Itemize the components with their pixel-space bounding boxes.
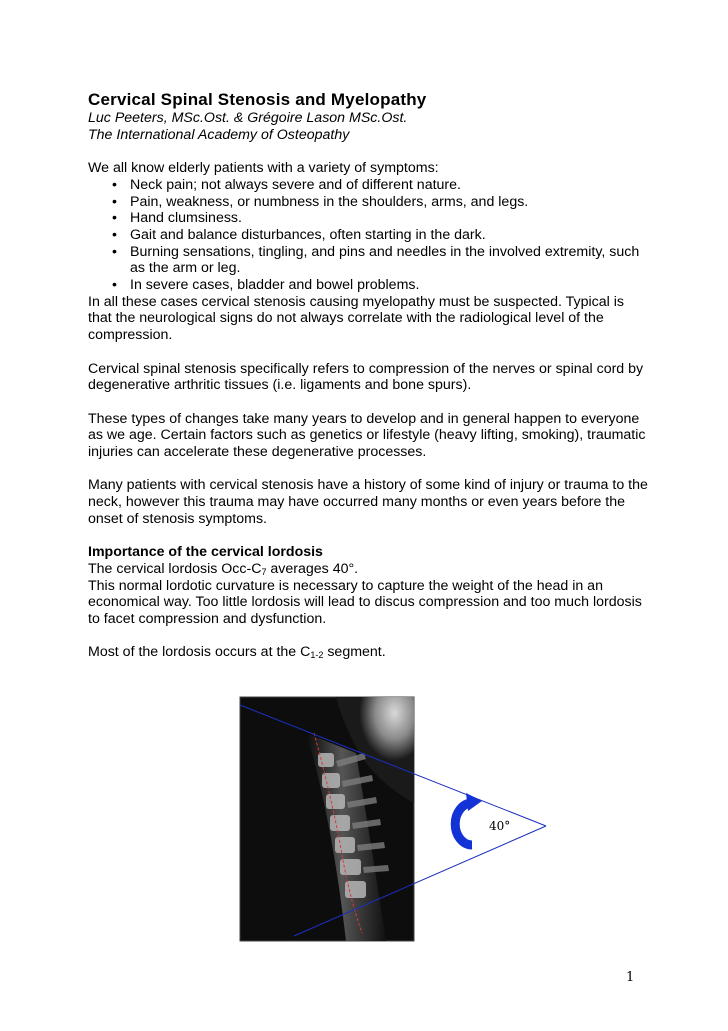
page-number: 1 (626, 970, 635, 985)
affiliation: The International Academy of Osteopathy (88, 126, 350, 143)
bullet-icon: • (112, 226, 117, 243)
bullet-icon: • (112, 210, 117, 227)
list-item: • Pain, weakness, or numbness in the shoulders, arms, and legs. (112, 193, 529, 210)
bullet-icon: • (112, 176, 117, 193)
rotation-arrow-icon (455, 793, 482, 845)
symptom-list (88, 177, 648, 294)
xray-figure (236, 693, 551, 945)
list-item: • Hand clumsiness. (112, 210, 242, 227)
angle-label: 40° (489, 819, 511, 833)
list-item: • Neck pain; not always severe and of different nature. (112, 176, 461, 193)
bullet-icon: • (112, 193, 117, 210)
trauma-paragraph: Many patients with cervical stenosis have a history of some kind of injury or trauma to the neck, however this trauma may have occurred many months or even years before the onset of stenosis symptoms. (88, 477, 648, 527)
list-item: • Gait and balance disturbances, often starting in the dark. (112, 226, 486, 243)
document-title: Cervical Spinal Stenosis and Myelopathy (88, 90, 427, 109)
list-item: • In severe cases, bladder and bowel problems. (112, 277, 420, 294)
bullet-icon: • (112, 277, 117, 294)
lordosis-average: The cervical lordosis Occ-$C_7$ averages 40°. (88, 560, 359, 577)
definition-paragraph: Cervical spinal stenosis specifically refers to compression of the nerves or spinal cord by degenerative arthritic tissues (i.e. ligaments and bone spurs). (88, 360, 644, 394)
curvature-paragraph: This normal lordotic curvature is necessary to capture the weight of the head in an economical way. Too little lordosis will lead to discus compression and too much lordosis to facet compression and dysfunction. (88, 577, 642, 628)
intro-paragraph: We all know elderly patients with a variety of symptoms: (88, 160, 439, 177)
bullet-icon: • (112, 243, 117, 260)
segment-paragraph: Most of the lordosis occurs at the $C_{1-2}$ segment. (88, 644, 386, 661)
xray-image (240, 697, 414, 941)
section-heading: Importance of the cervical lordosis (88, 544, 323, 561)
development-paragraph: These types of changes take many years to develop and in general happen to everyone as we age. Certain factors such as genetics or lifestyle (heavy lifting, smoking), traumatic injuries can accelerate these degenerative processes. (88, 410, 646, 461)
list-item: • Burning sensations, tingling, and pins and needles in the involved extremity, such as the arm or leg. (112, 243, 640, 277)
document-body (88, 90, 648, 661)
suspect-paragraph: In all these cases cervical stenosis causing myelopathy must be suspected. Typical is that the neurological signs do not always correlate with the radiological level of the compression. (88, 293, 624, 344)
authors: Luc Peeters, MSc.Ost. & Grégoire Lason MSc.Ost. (88, 110, 408, 126)
xray-diagram (236, 693, 551, 945)
